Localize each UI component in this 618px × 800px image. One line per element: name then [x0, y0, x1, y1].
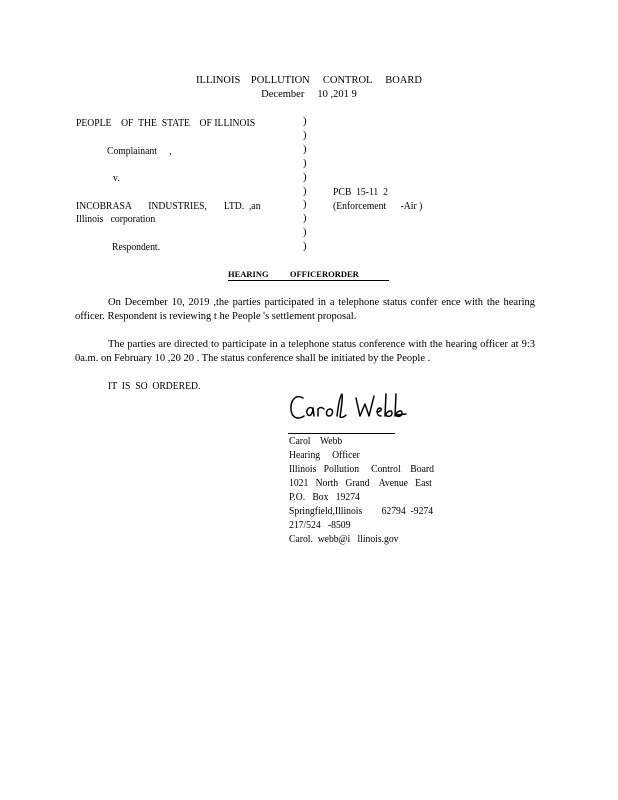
board-name: ILLINOIS POLLUTION CONTROL BOARD: [196, 75, 422, 86]
respondent-name: INCOBRASA INDUSTRIES, LTD. ,an: [76, 201, 261, 212]
case-number: PCB 15-11 2: [333, 187, 388, 198]
respondent-description: Illinois corporation: [76, 214, 156, 225]
order-date: December 10 ,201 9: [261, 89, 357, 100]
complainant-label: Complainant ,: [107, 146, 172, 157]
plaintiff-name: PEOPLE OF THE STATE OF ILLINOIS: [76, 118, 256, 129]
order-title: HEARING OFFICERORDER: [228, 269, 359, 279]
case-type: (Enforcement -Air ): [333, 201, 423, 212]
order-title-underline: [228, 280, 389, 281]
signer-title: Hearing Officer: [289, 450, 360, 461]
versus-label: v.: [113, 173, 120, 184]
caption-paren: ): [303, 213, 307, 225]
caption-paren: ): [303, 171, 307, 183]
respondent-label: Respondent.: [112, 242, 161, 253]
closing-statement: IT IS SO ORDERED.: [108, 381, 201, 392]
signer-name: Carol Webb: [289, 436, 343, 447]
signer-street: 1021 North Grand Avenue East: [289, 478, 432, 489]
caption-paren: ): [303, 241, 307, 253]
caption-paren: ): [303, 199, 307, 211]
caption-paren: ): [303, 227, 307, 239]
signer-phone: 217/524 -8509: [289, 520, 351, 531]
handwritten-signature: [288, 390, 413, 426]
signer-city: Springfield,Illinois 62794 -9274: [289, 506, 434, 517]
signer-organization: Illinois Pollution Control Board: [289, 464, 434, 475]
paragraph-2: The parties are directed to participate in a telephone status conference with the hearing officer at 9:3 0a.m. on February 10 ,20 20 . The status conference shall be initiated by the People .: [75, 339, 535, 364]
caption-paren: ): [303, 157, 307, 169]
caption-paren: ): [303, 185, 307, 197]
signer-po-box: P.O. Box 19274: [289, 492, 360, 503]
caption-paren: ): [303, 116, 307, 127]
paragraph-1: On December 10, 2019 ,the parties participated in a telephone status confer ence with the hearing officer. Respondent is reviewing t he People 's settlement proposal.: [75, 297, 535, 322]
caption-paren: ): [303, 143, 307, 155]
caption-paren: ): [303, 129, 307, 141]
signer-email: Carol. webb@i llinois.gov: [289, 534, 399, 545]
signature-line: [288, 433, 395, 434]
